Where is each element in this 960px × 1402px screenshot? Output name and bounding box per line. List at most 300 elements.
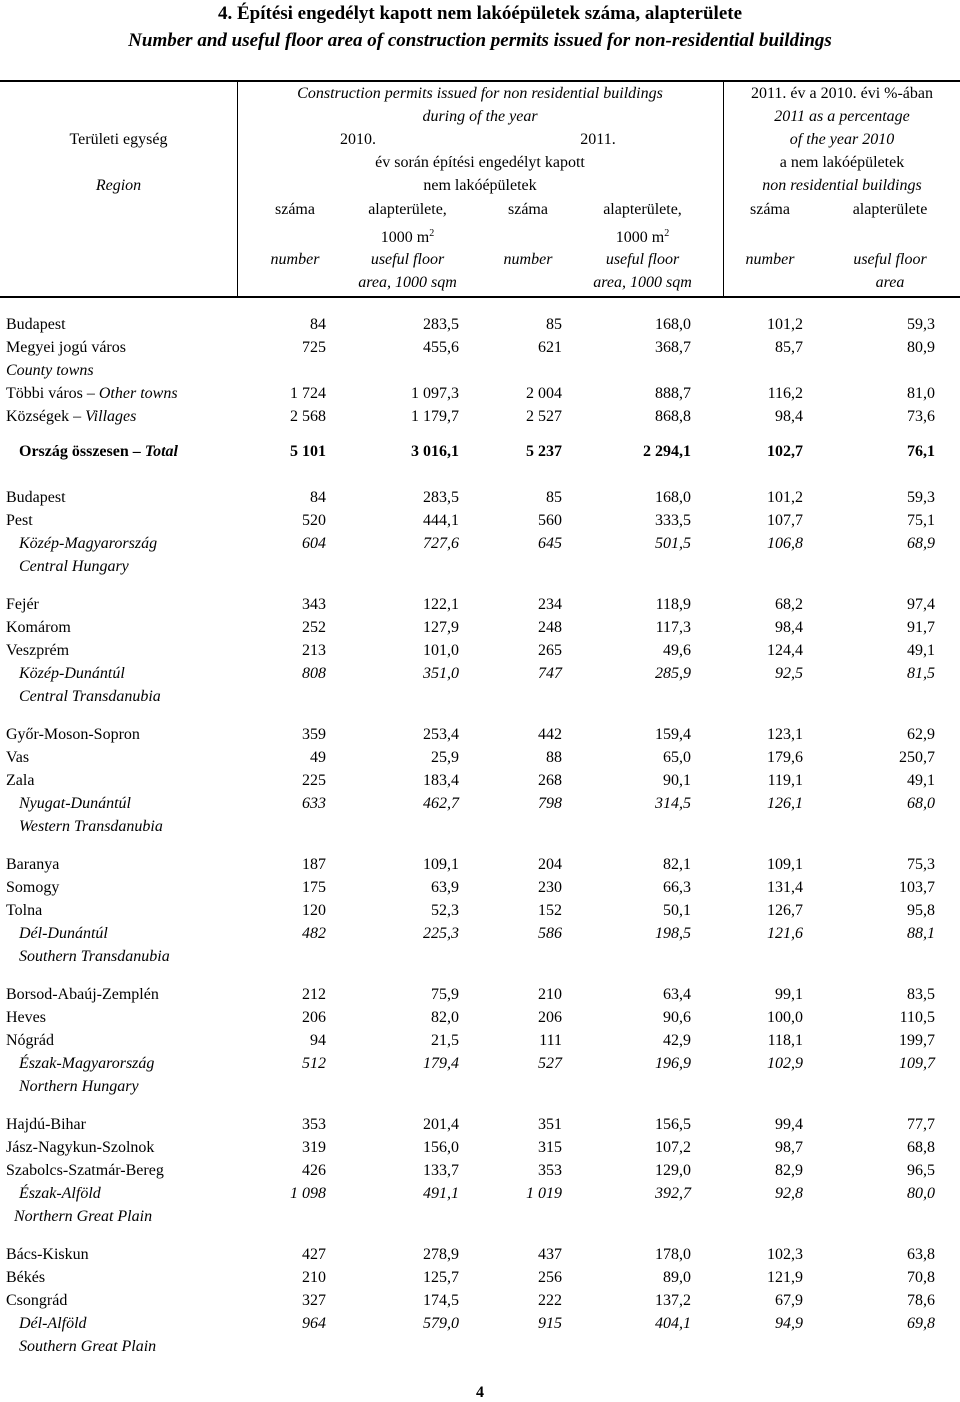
cell-col2: 462,7 bbox=[423, 795, 459, 812]
cell-col1: 84 bbox=[310, 489, 326, 506]
header-group2-en-l2: of the year 2010 bbox=[789, 131, 895, 148]
header-region-en: Region bbox=[95, 177, 142, 194]
cell-col2: 109,1 bbox=[423, 856, 459, 873]
cell-col3: 621 bbox=[538, 339, 562, 356]
cell-col1: 964 bbox=[302, 1315, 326, 1332]
cell-col5: 99,4 bbox=[775, 1116, 803, 1133]
cell-col5: 124,4 bbox=[767, 642, 803, 659]
cell-col6: 68,9 bbox=[907, 535, 935, 552]
row-sublabel-en: Western Transdanubia bbox=[19, 818, 163, 835]
cell-col2: 225,3 bbox=[423, 925, 459, 942]
cell-col1: 1 098 bbox=[290, 1185, 326, 1202]
row-label bbox=[6, 1137, 154, 1159]
cell-col1: 482 bbox=[302, 925, 326, 942]
table-row bbox=[0, 314, 960, 336]
row-label-hu: Nyugat-Dunántúl bbox=[19, 795, 131, 812]
col6-en-l1: useful floor bbox=[853, 251, 927, 268]
cell-col5: 102,9 bbox=[767, 1055, 803, 1072]
cell-col3: 88 bbox=[546, 749, 562, 766]
row-sublabel-en: County towns bbox=[6, 362, 94, 379]
cell-col4: 129,0 bbox=[655, 1162, 691, 1179]
header-group1-hu-l1: év során építési engedélyt kapott bbox=[375, 154, 585, 171]
cell-col2: 351,0 bbox=[423, 665, 459, 682]
header-group1-en-l1: Construction permits issued for non residential buildings bbox=[297, 85, 663, 102]
cell-col5: 98,4 bbox=[775, 619, 803, 636]
cell-col5: 123,1 bbox=[767, 726, 803, 743]
cell-col6: 73,6 bbox=[907, 408, 935, 425]
cell-col2: 579,0 bbox=[423, 1315, 459, 1332]
row-label bbox=[6, 1114, 86, 1136]
cell-col4: 65,0 bbox=[663, 749, 691, 766]
cell-col6: 62,9 bbox=[907, 726, 935, 743]
cell-col1: 94 bbox=[310, 1032, 326, 1049]
header-divider-1 bbox=[237, 82, 238, 296]
table-row bbox=[0, 793, 960, 815]
table-row bbox=[0, 1030, 960, 1052]
cell-col2: 183,4 bbox=[423, 772, 459, 789]
cell-col4: 90,6 bbox=[663, 1009, 691, 1026]
cell-col3: 645 bbox=[538, 535, 562, 552]
row-label-hu: Többi város bbox=[6, 385, 83, 402]
row-label bbox=[19, 1313, 87, 1335]
table-row bbox=[0, 617, 960, 639]
row-label bbox=[19, 923, 108, 945]
cell-col6: 103,7 bbox=[899, 879, 935, 896]
table-row bbox=[0, 923, 960, 945]
label-dash: – bbox=[128, 443, 145, 460]
cell-col4: 178,0 bbox=[655, 1246, 691, 1263]
table-row bbox=[0, 663, 960, 685]
cell-col6: 68,0 bbox=[907, 795, 935, 812]
cell-col5: 179,6 bbox=[767, 749, 803, 766]
header-group2-en-l3: non residential buildings bbox=[762, 177, 922, 194]
cell-col2: 63,9 bbox=[431, 879, 459, 896]
cell-col3: 152 bbox=[538, 902, 562, 919]
cell-col2: 82,0 bbox=[431, 1009, 459, 1026]
cell-col3: 204 bbox=[538, 856, 562, 873]
table-row bbox=[0, 1137, 960, 1159]
row-label bbox=[6, 1267, 45, 1289]
cell-col4: 42,9 bbox=[663, 1032, 691, 1049]
cell-col5: 94,9 bbox=[775, 1315, 803, 1332]
cell-col3: 437 bbox=[538, 1246, 562, 1263]
cell-col2: 253,4 bbox=[423, 726, 459, 743]
cell-col2: 179,4 bbox=[423, 1055, 459, 1072]
cell-col1: 175 bbox=[302, 879, 326, 896]
cell-col3: 560 bbox=[538, 512, 562, 529]
table-row bbox=[0, 441, 960, 463]
cell-col1: 343 bbox=[302, 596, 326, 613]
row-label bbox=[6, 900, 42, 922]
cell-col1: 319 bbox=[302, 1139, 326, 1156]
cell-col5: 92,8 bbox=[775, 1185, 803, 1202]
cell-col3: 586 bbox=[538, 925, 562, 942]
cell-col2: 1 097,3 bbox=[411, 385, 459, 402]
row-label bbox=[6, 487, 66, 509]
header-group1-hu-l2: nem lakóépületek bbox=[423, 177, 537, 194]
cell-col6: 78,6 bbox=[907, 1292, 935, 1309]
table-title-hu: 4. Építési engedélyt kapott nem lakóépületek száma, alapterülete bbox=[217, 3, 743, 24]
table-row bbox=[0, 533, 960, 555]
cell-col5: 98,7 bbox=[775, 1139, 803, 1156]
cell-col4: 50,1 bbox=[663, 902, 691, 919]
cell-col1: 5 101 bbox=[290, 443, 326, 460]
cell-col1: 206 bbox=[302, 1009, 326, 1026]
table-row bbox=[0, 900, 960, 922]
row-label bbox=[6, 383, 178, 405]
cell-col6: 91,7 bbox=[907, 619, 935, 636]
cell-col5: 102,3 bbox=[767, 1246, 803, 1263]
cell-col6: 70,8 bbox=[907, 1269, 935, 1286]
cell-col1: 520 bbox=[302, 512, 326, 529]
cell-col6: 250,7 bbox=[899, 749, 935, 766]
cell-col2: 283,5 bbox=[423, 316, 459, 333]
cell-col1: 1 724 bbox=[290, 385, 326, 402]
row-label-hu: Fejér bbox=[6, 596, 39, 613]
cell-col6: 59,3 bbox=[907, 316, 935, 333]
table-row bbox=[0, 1114, 960, 1136]
cell-col2: 455,6 bbox=[423, 339, 459, 356]
cell-col4: 49,6 bbox=[663, 642, 691, 659]
cell-col2: 52,3 bbox=[431, 902, 459, 919]
col4-en-l1: useful floor bbox=[605, 251, 680, 268]
cell-col5: 106,8 bbox=[767, 535, 803, 552]
cell-col1: 213 bbox=[302, 642, 326, 659]
row-label bbox=[6, 1160, 164, 1182]
cell-col6: 49,1 bbox=[907, 642, 935, 659]
table-row bbox=[0, 383, 960, 405]
cell-col4: 368,7 bbox=[655, 339, 691, 356]
col1-en: number bbox=[270, 251, 320, 268]
row-label bbox=[19, 533, 157, 555]
row-label-hu: Komárom bbox=[6, 619, 71, 636]
col6-en-l2: area bbox=[875, 274, 905, 291]
row-label-hu: Heves bbox=[6, 1009, 46, 1026]
header-group2-en-l1: 2011 as a percentage bbox=[774, 108, 910, 125]
cell-col6: 81,0 bbox=[907, 385, 935, 402]
cell-col3: 527 bbox=[538, 1055, 562, 1072]
col2-unit-text: 1000 m bbox=[380, 229, 430, 246]
row-label bbox=[19, 663, 125, 685]
row-label-en: Other towns bbox=[98, 385, 178, 402]
row-label bbox=[6, 747, 29, 769]
table-row bbox=[0, 1160, 960, 1182]
cell-col6: 81,5 bbox=[907, 665, 935, 682]
row-label bbox=[6, 854, 59, 876]
cell-col1: 633 bbox=[302, 795, 326, 812]
header-year-2011: 2011. bbox=[580, 131, 616, 148]
row-label-hu: Közép-Magyarország bbox=[19, 535, 158, 552]
cell-col5: 92,5 bbox=[775, 665, 803, 682]
col4-unit-sup: 2 bbox=[664, 228, 670, 239]
cell-col2: 25,9 bbox=[431, 749, 459, 766]
row-sublabel-en: Central Hungary bbox=[19, 558, 129, 575]
row-sublabel-en: Northern Great Plain bbox=[14, 1208, 153, 1225]
cell-col3: 256 bbox=[538, 1269, 562, 1286]
cell-col2: 174,5 bbox=[423, 1292, 459, 1309]
table-row bbox=[0, 1267, 960, 1289]
row-label-hu: Győr-Moson-Sopron bbox=[6, 726, 140, 743]
row-sublabel-en: Central Transdanubia bbox=[19, 688, 161, 705]
row-label bbox=[6, 406, 136, 428]
cell-col3: 248 bbox=[538, 619, 562, 636]
table-row bbox=[0, 877, 960, 899]
header-group1-en-l2: during of the year bbox=[422, 108, 538, 125]
row-label bbox=[6, 337, 126, 359]
cell-col5: 118,1 bbox=[767, 1032, 803, 1049]
cell-col5: 101,2 bbox=[767, 489, 803, 506]
cell-col5: 67,9 bbox=[775, 1292, 803, 1309]
cell-col1: 187 bbox=[302, 856, 326, 873]
col4-hu: alapterülete, bbox=[603, 201, 682, 218]
table-row bbox=[0, 510, 960, 532]
cell-col6: 83,5 bbox=[907, 986, 935, 1003]
row-label-hu: Budapest bbox=[6, 489, 66, 506]
cell-col4: 156,5 bbox=[655, 1116, 691, 1133]
cell-col3: 210 bbox=[538, 986, 562, 1003]
row-label bbox=[19, 793, 131, 815]
cell-col1: 353 bbox=[302, 1116, 326, 1133]
cell-col6: 63,8 bbox=[907, 1246, 935, 1263]
table-row bbox=[0, 406, 960, 428]
cell-col6: 95,8 bbox=[907, 902, 935, 919]
cell-col6: 110,5 bbox=[899, 1009, 935, 1026]
row-label-hu: Pest bbox=[6, 512, 33, 529]
table-row bbox=[0, 487, 960, 509]
cell-col3: 1 019 bbox=[526, 1185, 562, 1202]
row-sublabel-en: Southern Transdanubia bbox=[19, 948, 170, 965]
cell-col1: 212 bbox=[302, 986, 326, 1003]
cell-col4: 66,3 bbox=[663, 879, 691, 896]
cell-col2: 101,0 bbox=[423, 642, 459, 659]
cell-col3: 915 bbox=[538, 1315, 562, 1332]
col3-hu: száma bbox=[508, 201, 548, 218]
row-label-hu: Községek bbox=[6, 408, 70, 425]
cell-col4: 118,9 bbox=[655, 596, 691, 613]
row-label-en: Total bbox=[144, 443, 178, 460]
page-number: 4 bbox=[476, 1384, 484, 1401]
cell-col1: 210 bbox=[302, 1269, 326, 1286]
row-label-hu: Borsod-Abaúj-Zemplén bbox=[6, 986, 159, 1003]
row-label bbox=[6, 314, 66, 336]
cell-col3: 315 bbox=[538, 1139, 562, 1156]
cell-col4: 868,8 bbox=[655, 408, 691, 425]
cell-col1: 512 bbox=[302, 1055, 326, 1072]
row-label-hu: Észak-Alföld bbox=[19, 1185, 101, 1202]
cell-col6: 80,9 bbox=[907, 339, 935, 356]
cell-col3: 85 bbox=[546, 316, 562, 333]
cell-col6: 68,8 bbox=[907, 1139, 935, 1156]
row-label bbox=[19, 441, 178, 463]
cell-col4: 107,2 bbox=[655, 1139, 691, 1156]
cell-col3: 230 bbox=[538, 879, 562, 896]
cell-col5: 68,2 bbox=[775, 596, 803, 613]
label-dash: – bbox=[82, 385, 99, 402]
cell-col6: 88,1 bbox=[907, 925, 935, 942]
label-dash: – bbox=[69, 408, 86, 425]
cell-col3: 2 527 bbox=[526, 408, 562, 425]
cell-col6: 49,1 bbox=[907, 772, 935, 789]
table-row bbox=[0, 1053, 960, 1075]
cell-col1: 252 bbox=[302, 619, 326, 636]
cell-col2: 444,1 bbox=[423, 512, 459, 529]
table-row bbox=[0, 1007, 960, 1029]
table-row bbox=[0, 1313, 960, 1335]
col2-unit bbox=[345, 228, 470, 248]
cell-col6: 76,1 bbox=[907, 443, 935, 460]
cell-col3: 5 237 bbox=[526, 443, 562, 460]
cell-col3: 747 bbox=[538, 665, 562, 682]
header-bottom-rule bbox=[0, 296, 960, 298]
row-label-en: Villages bbox=[85, 408, 137, 425]
table-row bbox=[0, 594, 960, 616]
col2-en-l2: area, 1000 sqm bbox=[358, 274, 457, 291]
col2-unit-sup: 2 bbox=[429, 228, 435, 239]
table-row bbox=[0, 770, 960, 792]
cell-col5: 98,4 bbox=[775, 408, 803, 425]
cell-col4: 314,5 bbox=[655, 795, 691, 812]
cell-col4: 63,4 bbox=[663, 986, 691, 1003]
col6-hu: alapterülete bbox=[852, 201, 928, 218]
cell-col2: 727,6 bbox=[423, 535, 459, 552]
cell-col3: 222 bbox=[538, 1292, 562, 1309]
cell-col5: 121,9 bbox=[767, 1269, 803, 1286]
cell-col5: 119,1 bbox=[767, 772, 803, 789]
cell-col4: 196,9 bbox=[655, 1055, 691, 1072]
cell-col3: 351 bbox=[538, 1116, 562, 1133]
row-label-hu: Békés bbox=[6, 1269, 46, 1286]
cell-col1: 725 bbox=[302, 339, 326, 356]
cell-col1: 427 bbox=[302, 1246, 326, 1263]
cell-col6: 109,7 bbox=[899, 1055, 935, 1072]
cell-col1: 327 bbox=[302, 1292, 326, 1309]
row-label bbox=[6, 770, 34, 792]
row-label bbox=[6, 510, 33, 532]
cell-col3: 798 bbox=[538, 795, 562, 812]
cell-col5: 121,6 bbox=[767, 925, 803, 942]
cell-col5: 116,2 bbox=[767, 385, 803, 402]
cell-col6: 80,0 bbox=[907, 1185, 935, 1202]
row-label-hu: Tolna bbox=[6, 902, 43, 919]
cell-col4: 285,9 bbox=[655, 665, 691, 682]
cell-col6: 96,5 bbox=[907, 1162, 935, 1179]
cell-col5: 100,0 bbox=[767, 1009, 803, 1026]
cell-col6: 69,8 bbox=[907, 1315, 935, 1332]
cell-col4: 168,0 bbox=[655, 316, 691, 333]
row-label-hu: Vas bbox=[6, 749, 30, 766]
cell-col5: 131,4 bbox=[767, 879, 803, 896]
cell-col1: 84 bbox=[310, 316, 326, 333]
cell-col1: 604 bbox=[302, 535, 326, 552]
col5-hu: száma bbox=[750, 201, 790, 218]
cell-col1: 426 bbox=[302, 1162, 326, 1179]
cell-col2: 3 016,1 bbox=[411, 443, 459, 460]
row-label bbox=[6, 640, 69, 662]
table-row bbox=[0, 1290, 960, 1312]
cell-col2: 127,9 bbox=[423, 619, 459, 636]
row-label-hu: Nógrád bbox=[6, 1032, 54, 1049]
row-label-hu: Bács-Kiskun bbox=[6, 1246, 89, 1263]
cell-col5: 126,1 bbox=[767, 795, 803, 812]
row-label-hu: Baranya bbox=[6, 856, 60, 873]
cell-col2: 491,1 bbox=[423, 1185, 459, 1202]
table-row bbox=[0, 640, 960, 662]
row-label-hu: Szabolcs-Szatmár-Bereg bbox=[6, 1162, 164, 1179]
row-label bbox=[6, 984, 159, 1006]
cell-col3: 265 bbox=[538, 642, 562, 659]
cell-col1: 225 bbox=[302, 772, 326, 789]
cell-col5: 82,9 bbox=[775, 1162, 803, 1179]
cell-col4: 198,5 bbox=[655, 925, 691, 942]
cell-col4: 888,7 bbox=[655, 385, 691, 402]
cell-col4: 159,4 bbox=[655, 726, 691, 743]
cell-col1: 120 bbox=[302, 902, 326, 919]
cell-col5: 85,7 bbox=[775, 339, 803, 356]
cell-col4: 333,5 bbox=[655, 512, 691, 529]
cell-col6: 59,3 bbox=[907, 489, 935, 506]
col2-hu: alapterülete, bbox=[368, 201, 447, 218]
table-row bbox=[0, 854, 960, 876]
row-label bbox=[6, 1244, 89, 1266]
cell-col3: 85 bbox=[546, 489, 562, 506]
row-label-hu: Dél-Dunántúl bbox=[19, 925, 108, 942]
cell-col2: 283,5 bbox=[423, 489, 459, 506]
cell-col2: 1 179,7 bbox=[411, 408, 459, 425]
row-label bbox=[6, 1290, 67, 1312]
table-row bbox=[0, 1183, 960, 1205]
cell-col4: 89,0 bbox=[663, 1269, 691, 1286]
row-label-hu: Jász-Nagykun-Szolnok bbox=[6, 1139, 155, 1156]
row-label-hu: Budapest bbox=[6, 316, 66, 333]
header-region-hu: Területi egység bbox=[69, 131, 168, 148]
header-year-2010: 2010. bbox=[340, 131, 376, 148]
row-label bbox=[19, 1183, 101, 1205]
row-label-hu: Csongrád bbox=[6, 1292, 68, 1309]
cell-col2: 156,0 bbox=[423, 1139, 459, 1156]
col4-unit bbox=[580, 228, 705, 248]
cell-col5: 102,7 bbox=[767, 443, 803, 460]
cell-col1: 808 bbox=[302, 665, 326, 682]
cell-col3: 234 bbox=[538, 596, 562, 613]
cell-col6: 75,3 bbox=[907, 856, 935, 873]
col3-en: number bbox=[503, 251, 553, 268]
cell-col4: 117,3 bbox=[655, 619, 691, 636]
table-row bbox=[0, 337, 960, 359]
col4-unit-text: 1000 m bbox=[615, 229, 665, 246]
cell-col3: 268 bbox=[538, 772, 562, 789]
cell-col5: 107,7 bbox=[767, 512, 803, 529]
row-label bbox=[6, 617, 71, 639]
cell-col3: 2 004 bbox=[526, 385, 562, 402]
cell-col6: 97,4 bbox=[907, 596, 935, 613]
cell-col2: 75,9 bbox=[431, 986, 459, 1003]
header-top-rule bbox=[0, 80, 960, 82]
table-row bbox=[0, 747, 960, 769]
row-label-hu: Zala bbox=[6, 772, 35, 789]
row-label-hu: Somogy bbox=[6, 879, 60, 896]
row-label bbox=[6, 594, 39, 616]
col5-en: number bbox=[745, 251, 795, 268]
cell-col1: 359 bbox=[302, 726, 326, 743]
table-row bbox=[0, 1244, 960, 1266]
cell-col2: 278,9 bbox=[423, 1246, 459, 1263]
cell-col5: 109,1 bbox=[767, 856, 803, 873]
row-label-hu: Hajdú-Bihar bbox=[6, 1116, 86, 1133]
cell-col4: 392,7 bbox=[655, 1185, 691, 1202]
row-label-hu: Ország összesen bbox=[19, 443, 129, 460]
cell-col3: 111 bbox=[539, 1032, 562, 1049]
row-label-hu: Észak-Magyarország bbox=[19, 1055, 155, 1072]
